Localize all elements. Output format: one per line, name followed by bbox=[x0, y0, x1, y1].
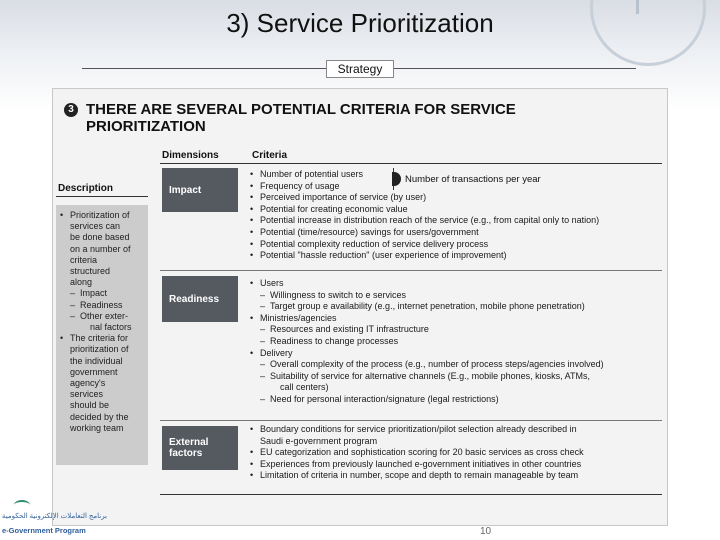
criterion-text: EU categorization and sophistication scoring for 20 basic services as cross check bbox=[260, 447, 584, 458]
description-line bbox=[60, 255, 146, 266]
bullet-marker: • bbox=[250, 447, 254, 458]
criterion-text: Limitation of criteria in number, scope and depth to remain manageable by team bbox=[260, 470, 579, 481]
panel-heading bbox=[86, 101, 606, 135]
description-text: The criteria for bbox=[70, 333, 129, 344]
criterion-line bbox=[250, 239, 662, 251]
dimension-external-factors bbox=[162, 426, 238, 470]
description-text: agency's bbox=[70, 378, 106, 389]
description-line bbox=[60, 423, 146, 434]
bullet-marker bbox=[60, 221, 70, 232]
description-text: Prioritization of bbox=[70, 210, 130, 220]
criterion-text: Potential increase in distribution reach of the service (e.g., from capital only to nation) bbox=[260, 215, 600, 226]
logo-latin-text: e-Government Program bbox=[2, 526, 86, 535]
criterion-line bbox=[250, 278, 662, 290]
dimension-external-line1: External bbox=[169, 437, 209, 448]
table-bottom-rule bbox=[160, 494, 662, 495]
criterion-text: Frequency of usage bbox=[260, 180, 340, 191]
description-text: prioritization of bbox=[70, 344, 129, 355]
criterion-text: Readiness to change processes bbox=[270, 335, 399, 346]
description-text: working team bbox=[70, 422, 124, 433]
criterion-line bbox=[250, 359, 662, 371]
criterion-text: Users bbox=[260, 278, 284, 288]
criterion-line bbox=[250, 348, 662, 360]
dimensions-header: Dimensions bbox=[162, 150, 219, 161]
dimension-impact: Impact bbox=[162, 168, 238, 212]
description-text: services can bbox=[70, 221, 121, 232]
description-line bbox=[60, 322, 146, 333]
logo-arc-icon bbox=[14, 500, 30, 510]
description-line bbox=[60, 288, 146, 299]
bullet-marker: – bbox=[260, 359, 266, 370]
bullet-marker: – bbox=[70, 288, 76, 299]
description-line bbox=[60, 210, 146, 221]
bullet-marker bbox=[250, 382, 270, 394]
callout-text: Number of transactions per year bbox=[405, 174, 541, 185]
bullet-marker bbox=[60, 344, 70, 355]
bullet-marker: • bbox=[250, 312, 254, 323]
page-number: 10 bbox=[480, 526, 492, 537]
description-line bbox=[60, 400, 146, 411]
bullet-marker: – bbox=[260, 301, 266, 312]
criterion-text: Resources and existing IT infrastructure bbox=[270, 324, 429, 335]
criterion-line bbox=[250, 204, 662, 216]
description-line bbox=[60, 277, 146, 288]
criterion-text: Ministries/agencies bbox=[260, 312, 337, 323]
bullet-marker: • bbox=[250, 192, 254, 203]
bullet-marker bbox=[60, 356, 70, 367]
header-divider bbox=[160, 163, 662, 164]
criterion-line bbox=[250, 192, 662, 204]
bullet-marker: • bbox=[250, 470, 254, 481]
bullet-marker: • bbox=[250, 250, 254, 261]
description-text: government bbox=[70, 366, 118, 377]
description-line bbox=[60, 266, 146, 277]
description-text: Readiness bbox=[80, 299, 123, 310]
bullet-marker: – bbox=[260, 289, 266, 300]
description-text: be done based bbox=[70, 232, 130, 243]
criteria-header: Criteria bbox=[252, 150, 288, 161]
bullet-marker: • bbox=[250, 347, 254, 358]
bullet-marker: • bbox=[250, 169, 254, 179]
criterion-text: Potential "hassle reduction" (user experience of improvement) bbox=[260, 250, 507, 261]
bullet-marker: – bbox=[70, 299, 76, 310]
description-line bbox=[60, 389, 146, 400]
criterion-line bbox=[250, 382, 662, 394]
criterion-line bbox=[250, 447, 662, 459]
description-text bbox=[60, 210, 146, 434]
criterion-text: Suitability of service for alternative channels (E.g., mobile phones, kiosks, ATMs, bbox=[270, 370, 590, 381]
criterion-line bbox=[250, 470, 662, 482]
impact-divider bbox=[160, 270, 662, 271]
criterion-text: call centers) bbox=[280, 382, 329, 393]
criterion-line bbox=[250, 227, 662, 239]
description-text: Impact bbox=[80, 288, 108, 299]
criterion-text: Target group e availability (e.g., internet penetration, mobile phone penetration) bbox=[270, 301, 585, 312]
bullet-marker: – bbox=[260, 393, 266, 404]
bullet-marker: – bbox=[70, 310, 76, 321]
criterion-text: Experiences from previously launched e-government initiatives in other countries bbox=[260, 458, 582, 469]
description-line bbox=[60, 232, 146, 243]
criterion-text: Delivery bbox=[260, 347, 293, 358]
criterion-text: Potential complexity reduction of service delivery process bbox=[260, 238, 489, 249]
bullet-marker bbox=[60, 389, 70, 400]
bullet-marker bbox=[60, 266, 70, 277]
dimension-readiness: Readiness bbox=[162, 276, 238, 322]
description-text: structured bbox=[70, 266, 111, 277]
description-text: criteria bbox=[70, 254, 98, 265]
panel-number-badge: 3 bbox=[64, 103, 78, 117]
dimension-external-line2: factors bbox=[169, 448, 203, 459]
criterion-text: Overall complexity of the process (e.g., number of process steps/agencies involved) bbox=[270, 359, 604, 370]
criterion-text: Potential for creating economic value bbox=[260, 203, 408, 214]
description-text: should be bbox=[70, 400, 110, 411]
bullet-marker: • bbox=[250, 238, 254, 249]
bullet-marker bbox=[250, 436, 260, 448]
criterion-line bbox=[250, 459, 662, 471]
bullet-marker: • bbox=[250, 278, 254, 288]
criterion-text: Perceived importance of service (by user) bbox=[260, 192, 427, 203]
bullet-marker bbox=[60, 400, 70, 411]
criterion-text: Saudi e-government program bbox=[260, 435, 378, 446]
description-title: Description bbox=[58, 183, 114, 194]
bullet-marker bbox=[60, 367, 70, 378]
bullet-marker: • bbox=[250, 424, 254, 434]
bullet-marker: • bbox=[250, 180, 254, 191]
bullet-marker bbox=[60, 232, 70, 243]
description-line bbox=[60, 356, 146, 367]
external-criteria bbox=[250, 424, 662, 482]
description-line bbox=[60, 333, 146, 344]
criterion-line bbox=[250, 394, 662, 406]
description-text: decided by the bbox=[70, 411, 129, 422]
readiness-divider bbox=[160, 420, 662, 421]
readiness-criteria bbox=[250, 278, 662, 406]
panel-heading-line1: THERE ARE SEVERAL POTENTIAL CRITERIA FOR SERVICE bbox=[86, 101, 516, 118]
description-line bbox=[60, 344, 146, 355]
criterion-line bbox=[250, 313, 662, 325]
criterion-line bbox=[250, 436, 662, 448]
bullet-marker: • bbox=[60, 333, 64, 344]
criterion-line bbox=[250, 250, 662, 262]
description-divider bbox=[56, 196, 148, 197]
bullet-marker: – bbox=[260, 370, 266, 381]
criterion-line bbox=[250, 371, 662, 383]
description-text: along bbox=[70, 277, 93, 288]
description-text: the individual bbox=[70, 355, 123, 366]
bullet-marker: • bbox=[250, 215, 254, 226]
bullet-marker bbox=[60, 322, 80, 333]
bullet-marker: • bbox=[250, 226, 254, 237]
section-label: Strategy bbox=[326, 60, 394, 78]
description-line bbox=[60, 412, 146, 423]
bullet-marker: • bbox=[250, 203, 254, 214]
description-text: services bbox=[70, 389, 104, 400]
criterion-text: Number of potential users bbox=[260, 169, 364, 179]
criterion-text: Willingness to switch to e services bbox=[270, 289, 407, 300]
criterion-line bbox=[250, 215, 662, 227]
description-line bbox=[60, 378, 146, 389]
description-text: nal factors bbox=[90, 322, 132, 333]
description-line bbox=[60, 311, 146, 322]
bullet-marker bbox=[60, 277, 70, 288]
criterion-line bbox=[250, 290, 662, 302]
slide-title: 3) Service Prioritization bbox=[226, 8, 494, 38]
description-line bbox=[60, 221, 146, 232]
criterion-text: Potential (time/resource) savings for users/government bbox=[260, 226, 479, 237]
criterion-line bbox=[250, 424, 662, 436]
bullet-marker bbox=[60, 412, 70, 423]
description-text: on a number of bbox=[70, 243, 131, 254]
bullet-marker bbox=[60, 423, 70, 434]
panel-heading-line2: PRIORITIZATION bbox=[86, 118, 206, 135]
criterion-text: Need for personal interaction/signature (legal restrictions) bbox=[270, 393, 499, 404]
description-line bbox=[60, 367, 146, 378]
bullet-marker: • bbox=[250, 458, 254, 469]
bullet-marker: – bbox=[260, 335, 266, 346]
criterion-line bbox=[250, 301, 662, 313]
bullet-marker: – bbox=[260, 324, 266, 335]
bullet-marker bbox=[60, 244, 70, 255]
section-rule-left bbox=[82, 68, 326, 69]
logo-arabic-text: برنامج التعاملات الإلكترونية الحكومية bbox=[2, 513, 108, 520]
description-line bbox=[60, 300, 146, 311]
section-rule-right bbox=[392, 68, 636, 69]
criterion-line bbox=[250, 324, 662, 336]
criterion-line bbox=[250, 336, 662, 348]
criterion-text: Boundary conditions for service prioritization/pilot selection already described in bbox=[260, 424, 577, 434]
description-line bbox=[60, 244, 146, 255]
description-text: Other exter- bbox=[80, 310, 129, 321]
bullet-marker: • bbox=[60, 210, 64, 220]
bullet-marker bbox=[60, 378, 70, 389]
bullet-marker bbox=[60, 255, 70, 266]
